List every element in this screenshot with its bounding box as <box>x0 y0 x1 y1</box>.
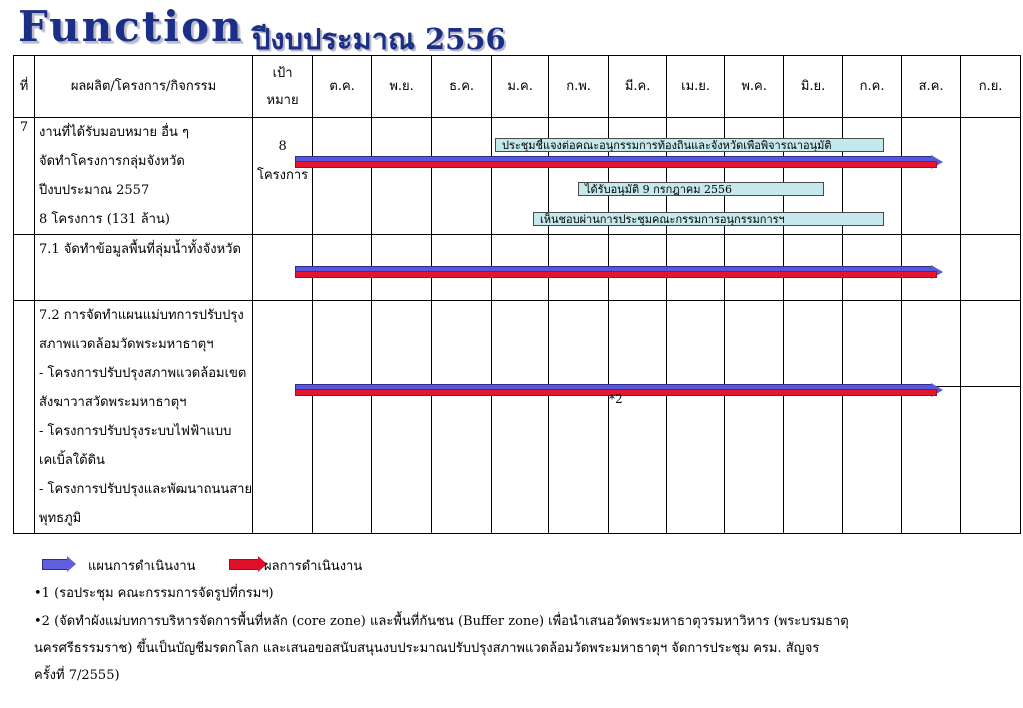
target-cell <box>253 118 313 235</box>
project-line: จัดทำโครงการกลุ่มจังหวัด <box>39 154 185 169</box>
month-header: ส.ค. <box>902 56 961 118</box>
project-cell <box>35 118 253 235</box>
project-line: งานที่ได้รับมอบหมาย อื่น ๆ <box>39 125 189 140</box>
month-header: พ.ค. <box>725 56 784 118</box>
project-cell <box>35 235 253 301</box>
legend-plan-label: แผนการดำเนินงาน <box>88 559 196 574</box>
project-line: ปีงบประมาณ 2557 <box>39 183 150 198</box>
gantt-arrow-row7 <box>295 156 945 168</box>
legend-result-swatch <box>229 559 259 570</box>
target-value: 8 <box>278 139 287 154</box>
project-line: สังฆาวาสวัดพระมหาธาตุฯ <box>39 395 187 410</box>
footnote-2-line3: ครั้งที่ 7/2555) <box>34 668 120 683</box>
project-line: - โครงการปรับปรุงและพัฒนาถนนสาย <box>39 482 253 497</box>
note-endorsed: เห็นชอบผ่านการประชุมคณะกรรมการอนุกรรมการฯ <box>533 212 884 226</box>
title-fiscal-year: ปีงบประมาณ 2556 <box>252 22 506 56</box>
target-unit: โครงการ <box>256 168 309 183</box>
footnote-2-line1: •2 (จัดทำผังแม่บทการบริหารจัดการพื้นที่หลัก (core zone) และพื้นที่กันชน (Buffer zone) เพื่อนำเสนอวัดพระมหาธาตุวรมหาวิหาร (พระบรมธาตุ <box>34 614 849 629</box>
month-header: ก.ย. <box>961 56 1021 118</box>
header-target-line2: หมาย <box>266 92 299 108</box>
month-header: เม.ย. <box>667 56 725 118</box>
project-line: เคเบิ้ลใต้ดิน <box>39 453 105 468</box>
month-header: ก.ค. <box>843 56 902 118</box>
month-header: ม.ค. <box>492 56 549 118</box>
project-line: สภาพแวดล้อมวัดพระมหาธาตุฯ <box>39 337 214 352</box>
project-line: - โครงการปรับปรุงสภาพแวดล้อมเขต <box>39 366 247 381</box>
header-project: ผลผลิต/โครงการ/กิจกรรม <box>35 56 253 118</box>
result-bar <box>295 161 937 168</box>
plan-table <box>13 55 1021 534</box>
project-line: พุทธภูมิ <box>39 511 82 526</box>
project-cell <box>35 301 253 534</box>
project-line: 7.2 การจัดทำแผนแม่บทการปรับปรุง <box>39 308 244 323</box>
project-line: - โครงการปรับปรุงระบบไฟฟ้าแบบ <box>39 424 232 439</box>
row-number: 7 <box>14 118 35 235</box>
header-target <box>253 56 313 118</box>
header-row <box>14 56 1021 118</box>
note-approved: ได้รับอนุมัติ 9 กรกฎาคม 2556 <box>578 182 824 196</box>
footnote-1: •1 (รอประชุม คณะกรรมการจัดรูปที่กรมฯ) <box>34 586 274 601</box>
project-line: 8 โครงการ (131 ล้าน) <box>39 212 170 227</box>
project-line: 7.1 จัดทำข้อมูลพื้นที่ลุ่มน้ำทั้งจังหวัด <box>39 242 241 257</box>
header-no: ที่ <box>14 56 35 118</box>
month-header: มี.ค. <box>609 56 667 118</box>
legend-plan-swatch <box>42 559 68 570</box>
note-meeting: ประชุมชี้แจงต่อคณะอนุกรรมการท้องถิ่นและจังหวัดเพื่อพิจารณาอนุมัติ <box>495 138 884 152</box>
header-target-line1: เป้า <box>272 65 293 81</box>
month-header: พ.ย. <box>372 56 432 118</box>
result-bar <box>295 271 937 278</box>
footnote-marker-2: *2 <box>609 392 623 406</box>
month-header: ธ.ค. <box>432 56 492 118</box>
legend-result-label: ผลการดำเนินงาน <box>264 559 363 574</box>
table-row <box>14 301 1021 387</box>
month-header: มิ.ย. <box>784 56 843 118</box>
gantt-arrow-row71 <box>295 266 945 278</box>
title-function: Function <box>18 2 244 51</box>
month-header: ก.พ. <box>549 56 609 118</box>
month-header: ต.ค. <box>313 56 372 118</box>
footnote-2-line2: นครศรีธรรมราช) ขึ้นเป็นบัญชีมรดกโลก และเสนอขอสนับสนุนงบประมาณปรับปรุงสภาพแวดล้อมวัดพระมหาธาตุฯ จัดการประชุม ครม. สัญจร <box>34 641 820 656</box>
